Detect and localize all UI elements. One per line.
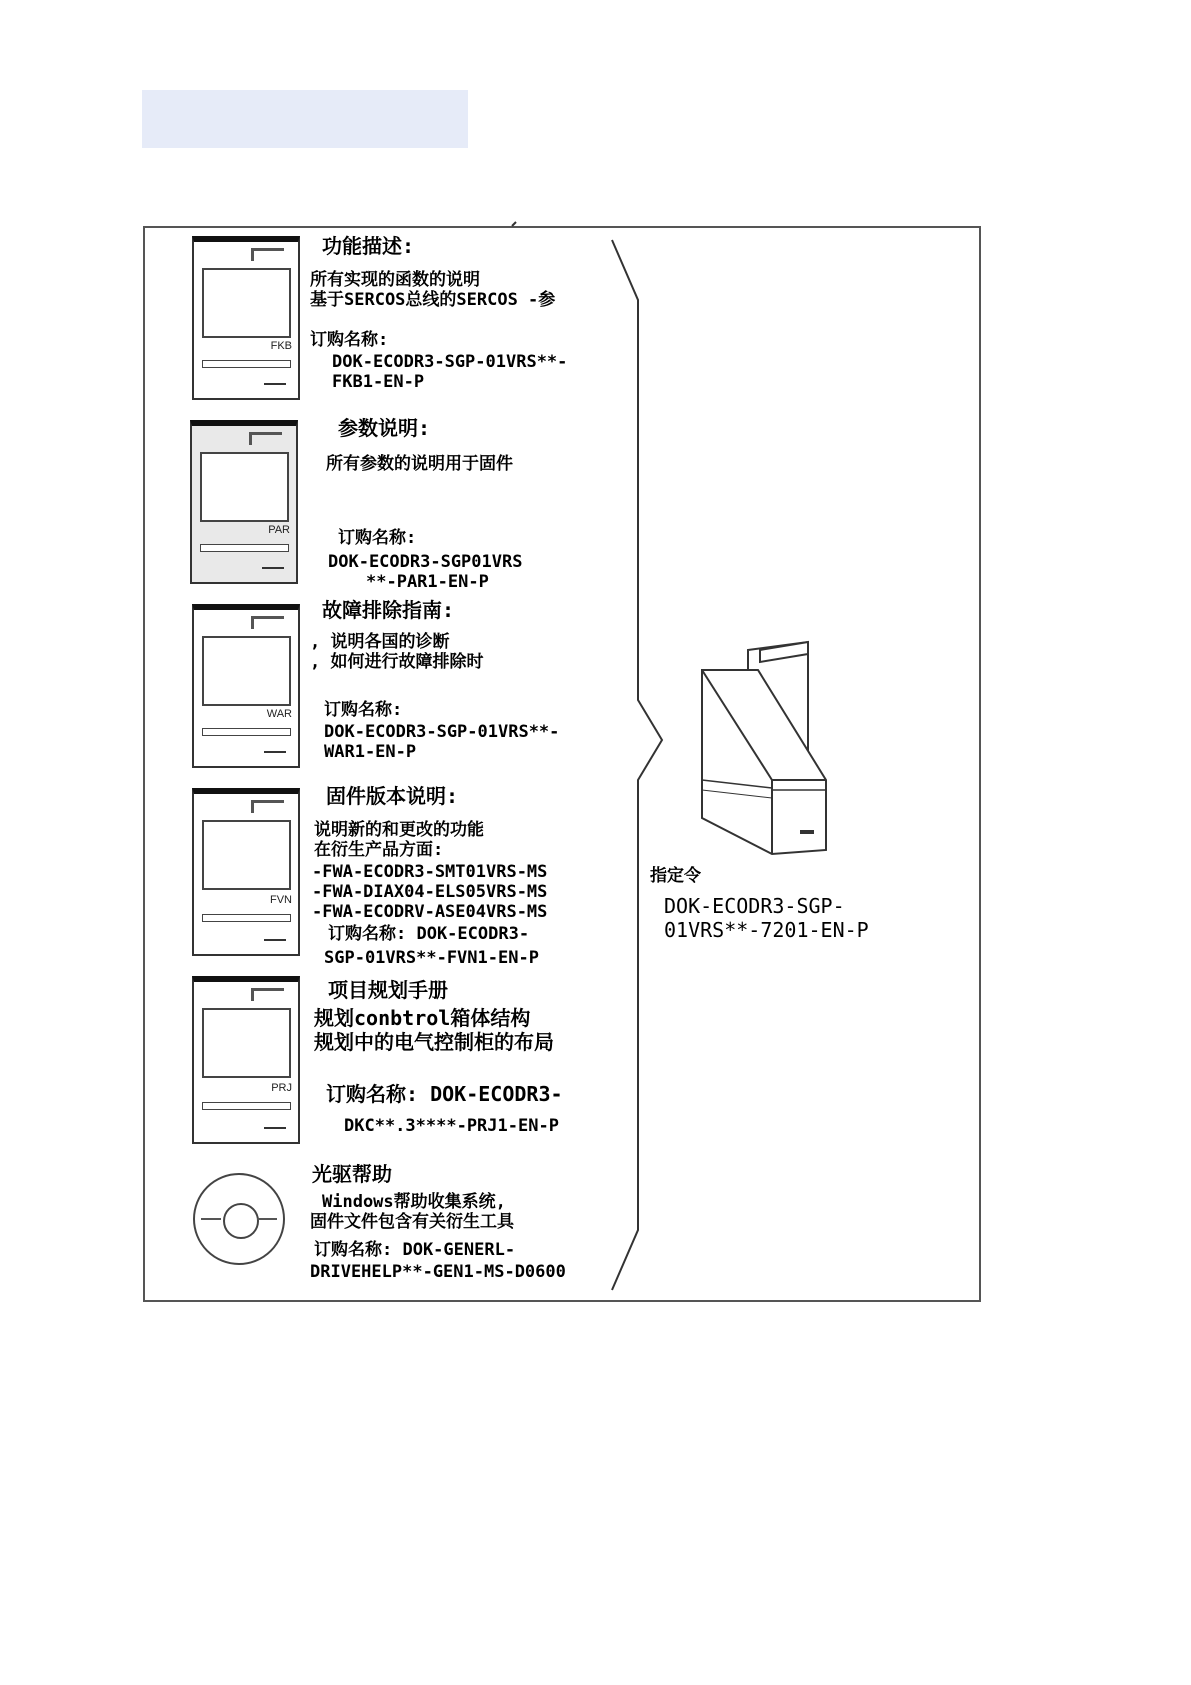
set-label: 指定令 (650, 866, 701, 886)
cover-window (202, 820, 291, 890)
brand-mark-icon (264, 1127, 286, 1134)
doc-desc-line: -FWA-ECODR3-SMT01VRS-MS (312, 862, 548, 882)
cover-stripe (202, 914, 291, 922)
cd-disc-icon (193, 1173, 285, 1265)
doc-desc-line: 所有实现的函数的说明 (310, 270, 480, 290)
cover-stripe (200, 544, 289, 552)
doc-desc-line: 规划conbtrol箱体结构 (314, 1006, 531, 1030)
cover-window (202, 1008, 291, 1078)
order-number: WAR1-EN-P (324, 742, 417, 762)
cover-window (202, 268, 291, 338)
cd-desc-line: 固件文件包含有关衍生工具 (310, 1212, 514, 1232)
order-label: 订购名称: (324, 700, 403, 720)
cover-stripe (202, 360, 291, 368)
doc-heading: 故障排除指南: (322, 598, 455, 622)
order-number: **-PAR1-EN-P (366, 572, 489, 592)
manual-cover-war (192, 604, 300, 768)
manual-cover-fkb (192, 236, 300, 400)
order-label: 订购名称: DOK-ECODR3- (328, 924, 530, 944)
order-number: DOK-ECODR3-SGP-01VRS**- (324, 722, 560, 742)
logo-icon (251, 616, 284, 629)
doc-desc-line: 说明新的和更改的功能 (314, 820, 484, 840)
manual-cover-fvn (192, 788, 300, 956)
doc-code: WAR (266, 708, 292, 720)
doc-heading: 参数说明: (338, 416, 431, 440)
cd-heading: 光驱帮助 (312, 1162, 392, 1186)
doc-heading: 功能描述: (322, 234, 415, 258)
logo-icon (251, 988, 284, 1001)
order-number: DRIVEHELP**-GEN1-MS-D0600 (310, 1262, 566, 1282)
cd-desc-line: Windows帮助收集系统, (322, 1192, 506, 1212)
doc-desc-line: 规划中的电气控制柜的布局 (314, 1030, 554, 1054)
doc-desc-line: , 说明各国的诊断 (310, 632, 450, 652)
doc-desc-line: 在衍生产品方面: (314, 840, 444, 860)
brand-mark-icon (264, 751, 286, 758)
logo-icon (251, 800, 284, 813)
logo-icon (251, 248, 284, 261)
order-label: 订购名称: (338, 528, 417, 548)
order-number: 订购名称: DOK-GENERL- (314, 1240, 516, 1260)
cd-label-mark (257, 1218, 277, 1224)
doc-desc-line: , 如何进行故障排除时 (310, 652, 484, 672)
manual-cover-prj (192, 976, 300, 1144)
set-order-number: 01VRS**-7201-EN-P (664, 918, 869, 942)
logo-icon (249, 432, 282, 445)
brand-mark-icon (264, 383, 286, 390)
doc-desc-line: 基于SERCOS总线的SERCOS -参 (310, 290, 556, 310)
order-label: 订购名称: (310, 330, 389, 350)
doc-desc-line: -FWA-ECODRV-ASE04VRS-MS (312, 902, 548, 922)
cd-hole (223, 1203, 259, 1239)
manual-cover-par (190, 420, 298, 584)
order-number: FKB1-EN-P (332, 372, 425, 392)
binder-box-icon (700, 640, 830, 860)
order-number: DKC**.3****-PRJ1-EN-P (344, 1116, 559, 1136)
doc-desc-line: 所有参数的说明用于固件 (326, 454, 513, 474)
doc-heading: 项目规划手册 (328, 978, 448, 1002)
cd-label-mark (201, 1218, 221, 1224)
doc-code: PRJ (271, 1082, 292, 1094)
order-number: DOK-ECODR3-SGP-01VRS**- (332, 352, 568, 372)
cover-window (202, 636, 291, 706)
brand-mark-icon (264, 939, 286, 946)
cover-stripe (202, 1102, 291, 1110)
cover-stripe (202, 728, 291, 736)
doc-code: PAR (268, 524, 290, 536)
order-label: 订购名称: DOK-ECODR3- (326, 1082, 563, 1106)
doc-code: FVN (270, 894, 292, 906)
cover-window (200, 452, 289, 522)
order-number: SGP-01VRS**-FVN1-EN-P (324, 948, 539, 968)
doc-code: FKB (270, 340, 292, 352)
doc-heading: 固件版本说明: (326, 784, 459, 808)
order-number: DOK-ECODR3-SGP01VRS (328, 552, 523, 572)
brand-mark-icon (262, 567, 284, 574)
set-order-number: DOK-ECODR3-SGP- (664, 894, 845, 918)
doc-desc-line: -FWA-DIAX04-ELS05VRS-MS (312, 882, 548, 902)
